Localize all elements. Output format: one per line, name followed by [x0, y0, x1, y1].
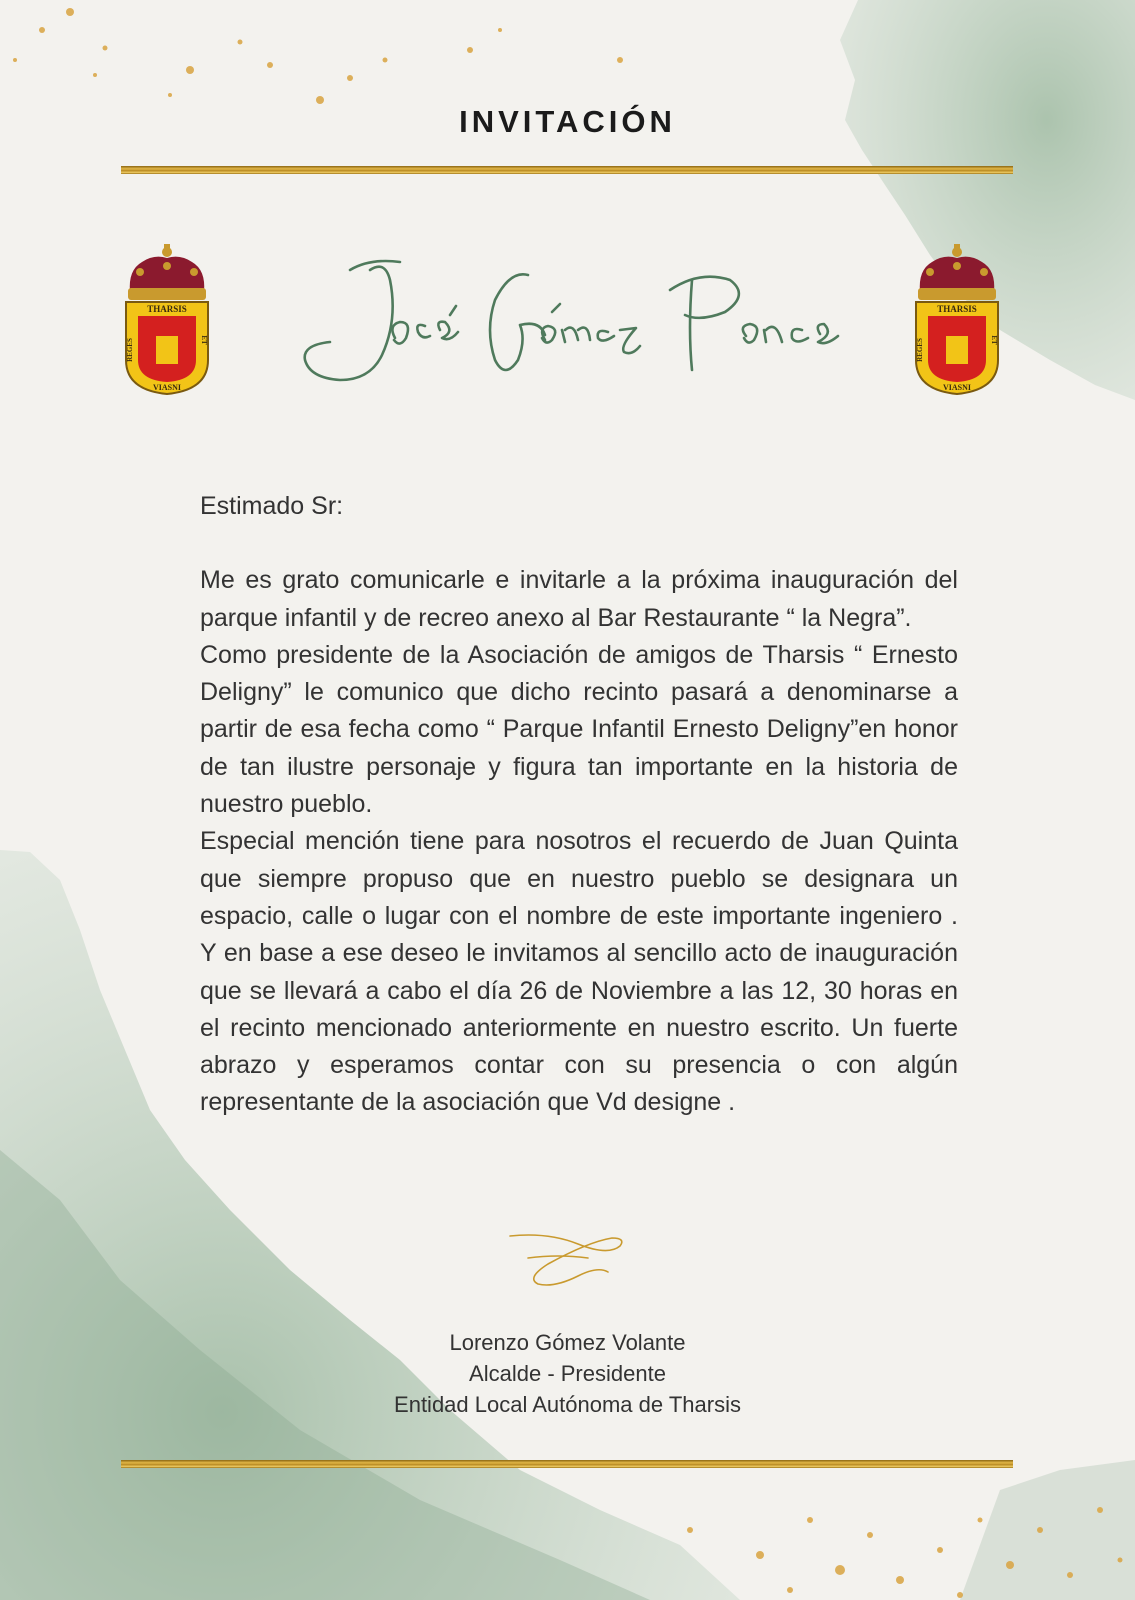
tharsis-coat-of-arms-right: [910, 240, 1004, 396]
paragraph-park-naming: Como presidente de la Asociación de amigos de Tharsis “ Ernesto Deligny” le comunico que dicho recinto pasará a denominarse a partir de esa fecha como “ Parque Infantil Ernesto Deligny”en honor de tan ilustre personaje y figura tan importante en la historia de nuestro pueblo.: [200, 640, 958, 819]
signature-block: [0, 1327, 1135, 1420]
tharsis-coat-of-arms-left: [120, 240, 214, 396]
svg-text:REGES: REGES: [916, 338, 924, 362]
svg-text:THARSIS: THARSIS: [937, 304, 977, 314]
svg-text:ET: ET: [990, 335, 998, 345]
gold-divider-bottom: [121, 1460, 1013, 1468]
signer-name: Lorenzo Gómez Volante: [449, 1330, 686, 1355]
crown-icon: [918, 244, 996, 300]
gold-divider-top: [121, 166, 1013, 174]
document-title: INVITACIÓN: [459, 104, 676, 139]
svg-text:ET: ET: [200, 335, 208, 345]
recipient-name-script: [290, 250, 850, 400]
letter-body: [200, 488, 958, 1122]
svg-text:José Gómez Ponce: José Gómez Ponce: [290, 250, 299, 251]
svg-text:VIASNI: VIASNI: [942, 383, 972, 392]
crown-icon: [128, 244, 206, 300]
svg-text:REGES: REGES: [126, 338, 134, 362]
signer-role: Alcalde - Presidente: [469, 1361, 666, 1386]
svg-text:THARSIS: THARSIS: [147, 304, 187, 314]
greeting: Estimado Sr:: [200, 492, 344, 520]
paragraph-invitation: Me es grato comunicarle e invitarle a la próxima inauguración del parque infantil y de recreo anexo al Bar Restaurante “ la Negra”.: [200, 566, 958, 632]
gold-flourish-ornament: [508, 1228, 628, 1294]
svg-text:VIASNI: VIASNI: [152, 383, 182, 392]
bottom-right-watercolor-wash: [960, 1460, 1135, 1600]
paragraph-event-details: Especial mención tiene para nosotros el recuerdo de Juan Quinta que siempre propuso que en nuestro pueblo se designara un espacio, calle o lugar con el nombre de este importante ingeniero . Y en base a ese deseo le invitamos al sencillo acto de inauguración que se llevará a cabo el día 26 de Noviembre a las 12, 30 horas en el recinto mencionado anteriormente en nuestro escrito. Un fuerte abrazo y esperamos contar con su presencia o con algún representante de la asociación que Vd designe .: [200, 827, 958, 1117]
signer-entity: Entidad Local Autónoma de Tharsis: [394, 1392, 741, 1417]
